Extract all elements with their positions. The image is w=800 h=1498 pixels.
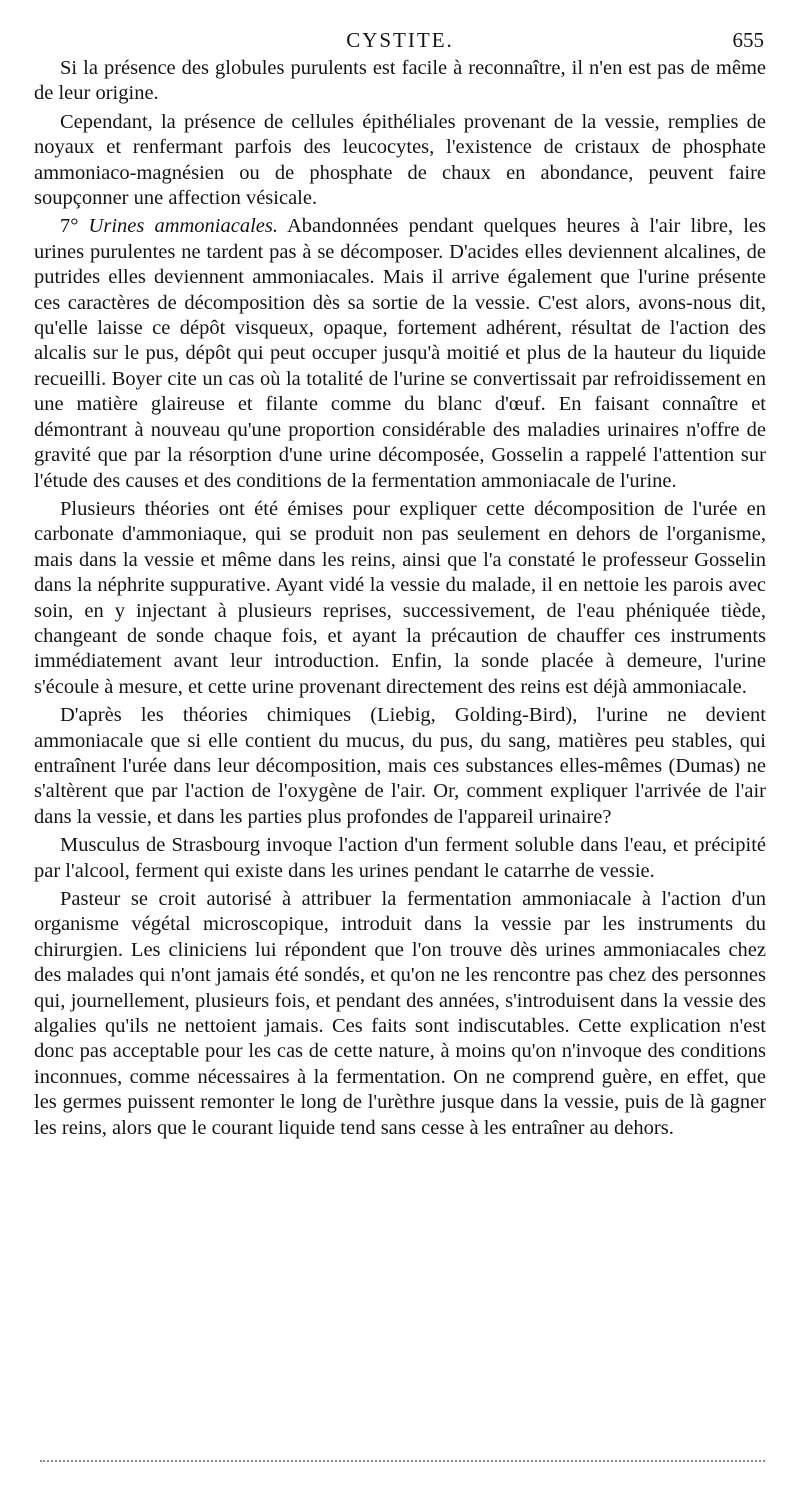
section-number: 7° xyxy=(60,215,89,238)
paragraph-decomposition-theories: Plusieurs théories ont été émises pour expliquer cette décomposition de l'urée en carbonate d'ammoniaque, qui se produit non pas seulement en dehors de l'organisme, mais dans la vessie et même dans les reins, ainsi que l'a constaté le professeur Gosselin dans la néphrite suppurative. Ayant vidé la vessie du malade, il en nettoie les parois avec soin, en y injectant à plusieurs reprises, successivement, de l'eau phéniquée tiède, changeant de sonde chaque fois, et ayant la précaution de chauffer ces instruments immédiatement avant leur introduction. Enfin, la sonde placée à demeure, l'urine s'écoule à mesure, et cette urine provenant directement des reins est déjà ammoniacale. xyxy=(34,497,766,698)
paragraph-pus-origin: Si la présence des globules purulents est facile à reconnaître, il n'en est pas de même de leur origine. xyxy=(34,57,766,105)
section-heading: Urines ammoniacales. xyxy=(88,215,278,238)
running-head xyxy=(34,26,766,54)
paragraph-chemical-theories: D'après les théories chimiques (Liebig, Golding-Bird), l'urine ne devient ammoniacale que si elle contient du mucus, du pus, du sang, matières peu stables, qui entraînent l'urée dans leur décomposition, mais ces substances elles-mêmes (Dumas) ne s'altèrent que par l'action de l'oxygène de l'air. Or, comment expliquer l'arrivée de l'air dans la vessie, et dans les parties plus profondes de l'appareil urinaire? xyxy=(34,704,766,828)
running-title: CYSTITE. xyxy=(346,28,454,52)
page-bottom-rule xyxy=(40,1460,765,1462)
page-number: 655 xyxy=(732,28,764,52)
paragraph-vesical-signs: Cependant, la présence de cellules épithéliales provenant de la vessie, remplies de noyaux et renfermant parfois des leucocytes, l'existence de cristaux de phosphate ammoniaco-magnésien ou de phosphate de chaux en abondance, peuvent faire soupçonner une affection vésicale. xyxy=(34,110,766,210)
paragraph-ammoniacal-urines xyxy=(34,214,766,493)
paragraph-musculus: Musculus de Strasbourg invoque l'action d'un ferment soluble dans l'eau, et précipité par l'alcool, ferment qui existe dans les urines pendant le catarrhe de vessie. xyxy=(34,834,766,882)
body-text xyxy=(34,56,766,1141)
book-page xyxy=(34,26,766,1141)
paragraph-pasteur: Pasteur se croit autorisé à attribuer la fermentation ammoniacale à l'action d'un organisme végétal microscopique, introduit dans la vessie par les instruments du chirurgien. Les cliniciens lui répondent que l'on trouve dès urines ammoniacales chez des malades qui n'ont jamais été sondés, et qu'on ne les rencontre pas chez des personnes qui, journellement, plusieurs fois, et pendant des années, s'introduisent dans la vessie des algalies qu'ils ne nettoient jamais. Ces faits sont indiscutables. Cette explication n'est donc pas acceptable pour les cas de cette nature, à moins qu'on n'invoque des conditions inconnues, comme nécessaires à la fermentation. On ne comprend guère, en effet, que les germes puissent remonter le long de l'urèthre jusque dans la vessie, puis de là gagner les reins, alors que le courant liquide tend sans cesse à les entraîner au dehors. xyxy=(34,888,766,1139)
section-text: Abandonnées pendant quelques heures à l'air libre, les urines purulentes ne tardent pas à se décomposer. D'acides elles deviennent alcalines, de putrides elles deviennent ammoniacales. Mais il arrive également que l'urine présente ces caractères de décomposition dès sa sortie de la vessie. C'est alors, avons-nous dit, qu'elle laisse ce dépôt visqueux, opaque, fortement adhérent, résultat de l'action des alcalis sur le pus, dépôt qui peut occuper jusqu'à moitié et plus de la hauteur du liquide recueilli. Boyer cite un cas où la totalité de l'urine se convertissait par refroidissement en une matière glaireuse et filante comme du blanc d'œuf. En faisant connaître et démontrant à nouveau qu'une proportion considérable des maladies urinaires n'offre de gravité que par la résorption d'une urine décomposée, Gosselin a rappelé l'attention sur l'étude des causes et des conditions de la fermentation ammoniacale de l'urine. xyxy=(34,215,766,492)
